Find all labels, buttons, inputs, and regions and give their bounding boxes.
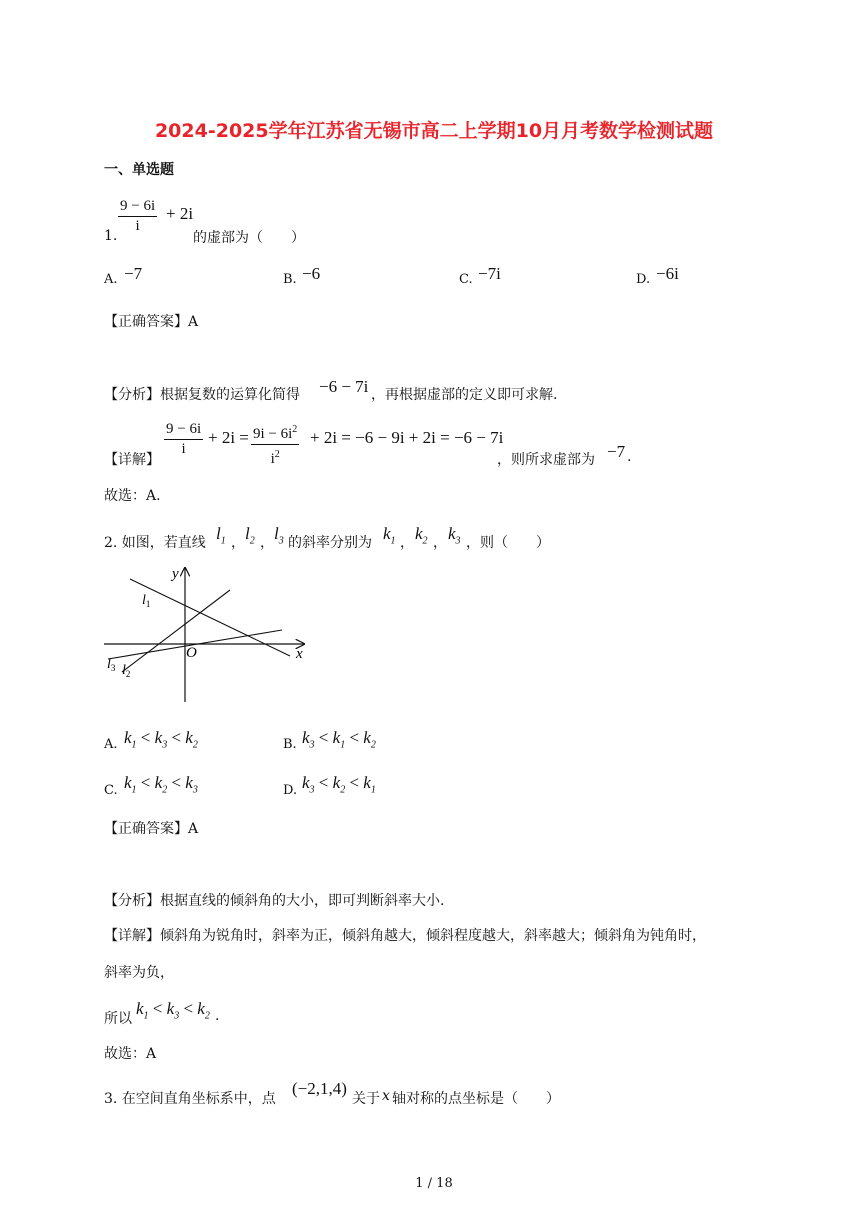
q1-detail-rest: + 2i = −6 − 9i + 2i = −6 − 7i	[310, 428, 504, 447]
q2-sep-1: ，	[231, 535, 245, 551]
q1-option-a-value: −7	[124, 264, 143, 283]
q1-choice: 故选：A.	[104, 488, 161, 504]
y-axis-label: y	[172, 566, 179, 582]
q1-option-d-label: D.	[636, 272, 651, 287]
q2-option-c-label: C.	[104, 783, 118, 798]
q1-detail-f2-den: i	[270, 451, 275, 467]
q1-option-c-label: C.	[459, 272, 473, 287]
origin-label: O	[186, 645, 197, 661]
q2-stem-pre: 2. 如图，若直线	[104, 535, 206, 551]
page-title: 2024-2025学年江苏省无锡市高二上学期10月月考数学检测试题	[154, 120, 714, 142]
q2-sep-3: ，	[400, 535, 414, 551]
q1-detail-end: .	[627, 449, 632, 465]
q1-detail-value: −7	[607, 442, 626, 461]
q2-option-a-label: A.	[104, 737, 118, 752]
l1-label: $l_1$	[142, 593, 151, 609]
q2-option-a-expr: $k_1 < k_3 < k_2$	[124, 728, 198, 751]
q2-sep-4: ，	[433, 535, 447, 551]
q2-stem-post: ，则（ ）	[466, 535, 550, 551]
q1-analysis-post: ，再根据虚部的定义即可求解.	[371, 387, 558, 403]
q2-option-d-label: D.	[283, 783, 298, 798]
q2-k1: $k_1$	[383, 524, 396, 547]
q1-detail-f2-num: 9i − 6i	[253, 426, 293, 442]
q2-so-pre: 所以	[104, 1011, 132, 1027]
q2-detail-line-2: 斜率为负，	[104, 965, 174, 981]
q2-k3: $k_3$	[448, 524, 461, 547]
q1-option-d-value: −6i	[656, 264, 679, 283]
l3-label: $l_3$	[107, 657, 116, 673]
l2-label: $l_2$	[122, 663, 131, 679]
q1-fraction-denominator: i	[135, 218, 140, 234]
q3-pre: 3. 在空间直角坐标系中，点	[104, 1091, 276, 1107]
q1-detail-f1-den: i	[181, 441, 186, 457]
q1-detail-fraction-2	[251, 420, 299, 469]
q1-stem-tail: 的虚部为（ ）	[193, 230, 305, 246]
q2-k2: $k_2$	[415, 524, 428, 547]
q3-post: 轴对称的点坐标是（ ）	[392, 1091, 560, 1107]
q3-mid: 关于	[352, 1091, 380, 1107]
q2-option-b-label: B.	[283, 737, 297, 752]
q1-option-b-label: B.	[283, 272, 297, 287]
q2-option-c-expr: $k_1 < k_2 < k_3$	[124, 773, 198, 796]
q1-analysis-math: −6 − 7i	[319, 377, 369, 396]
q2-option-d-expr: $k_3 < k_2 < k_1$	[302, 773, 376, 796]
q1-analysis-pre: 【分析】根据复数的运算化简得	[104, 387, 300, 403]
q1-detail-tail: ，则所求虚部为	[497, 452, 595, 468]
q1-option-c-value: −7i	[478, 264, 501, 283]
q1-detail-fraction-1	[164, 420, 203, 459]
q2-l1: $l_1$	[216, 524, 226, 547]
q2-conclusion-expr: $k_1 < k_3 < k_2$	[136, 999, 210, 1022]
q2-l2: $l_2$	[245, 524, 255, 547]
q1-detail-plus-1: + 2i =	[208, 428, 249, 447]
q2-answer: 【正确答案】A	[104, 821, 199, 837]
page-number: 1 / 18	[415, 1176, 453, 1191]
q2-sep-2: ，	[260, 535, 274, 551]
q1-option-a-label: A.	[104, 272, 118, 287]
q2-figure	[100, 560, 312, 708]
line-l2	[122, 590, 230, 672]
q2-stem-mid: 的斜率分别为	[288, 535, 372, 551]
q1-detail-f2-den-sup: 2	[274, 449, 280, 460]
q2-l3: $l_3$	[274, 524, 284, 547]
q1-option-b-value: −6	[302, 264, 321, 283]
q2-detail-line-1: 【详解】倾斜角为锐角时，斜率为正，倾斜角越大，倾斜程度越大，斜率越大；倾斜角为钝角时，	[104, 928, 706, 944]
q1-number: 1.	[104, 228, 118, 244]
q1-detail-f2-num-sup: 2	[292, 424, 298, 435]
q1-fraction-numerator: 9 − 6i	[118, 197, 157, 217]
q1-answer: 【正确答案】A	[104, 314, 199, 330]
q1-fraction	[118, 197, 157, 236]
q1-detail-label: 【详解】	[104, 452, 160, 468]
q2-so-end: .	[215, 1008, 220, 1024]
q1-detail-f1-num: 9 − 6i	[164, 420, 203, 440]
q1-plus-term: + 2i	[166, 204, 194, 223]
x-axis-label: x	[296, 646, 303, 662]
q2-choice: 故选：A	[104, 1046, 157, 1062]
q2-option-b-expr: $k_3 < k_1 < k_2$	[302, 728, 376, 751]
q3-point: (−2,1,4)	[292, 1079, 347, 1098]
q3-axis: x	[382, 1088, 390, 1104]
q2-analysis: 【分析】根据直线的倾斜角的大小，即可判断斜率大小.	[104, 893, 445, 909]
section-heading: 一、单选题	[104, 162, 174, 178]
